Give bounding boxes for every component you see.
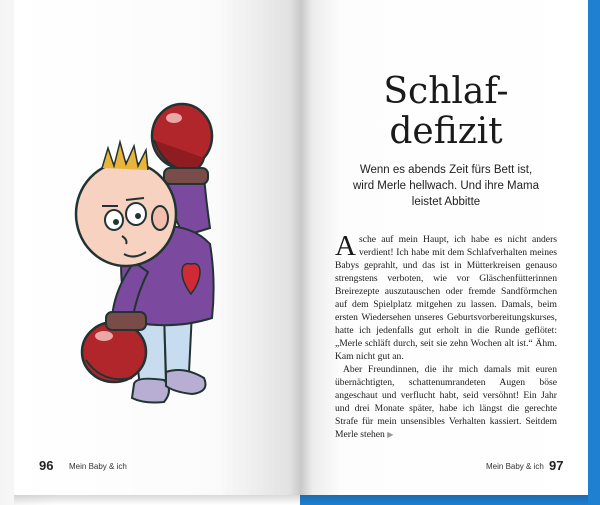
title-line-1: Schlaf-	[383, 71, 509, 112]
subtitle-line-1: Wenn es abends Zeit fürs Bett ist,	[359, 164, 533, 176]
boxing-baby-illustration	[14, 0, 301, 495]
paragraph-1-text: sche auf mein Haupt, ich habe es nicht anders verdient! Ich habe mit dem Schlafverhalten meines Babys geprahlt, und das ist in Mütterkreisen genauso strengstens verboten, wie vor Gläschenfütterinnen Breirezepte auszutauschen oder fremde Sandförmchen auf dem Spielplatz mitgehen zu lassen. Damals, beim ersten Wiedersehen unseres Geburtsvorbereitungskurses, hatte ich jedenfalls gut erholt in die Runde geflötet: „Merle schläft durch, seit sie zehn Wochen alt ist.“ Ähm. Kam nicht gut an.	[335, 234, 557, 362]
running-title-left: Mein Baby & ich	[69, 462, 127, 471]
triangle-right-icon: ▶	[387, 430, 394, 439]
left-page	[14, 0, 301, 495]
subtitle-line-2: wird Merle hellwach. Und ihre Mama	[353, 180, 539, 192]
page-number-right: 97	[549, 458, 564, 473]
article-subtitle	[321, 162, 571, 210]
paragraph-2-text: Aber Freundinnen, die ihr mich damals mit euren übernächtigten, schattenumrandeten Augen böse angeschaut und verflucht habt, seid versöhnt! Ein Jahr und drei Monate später, habe ich längst die gerechte Strafe für mein unsensibles Verhalten kassiert. Seitdem Merle stehen	[335, 364, 557, 440]
article-title	[321, 72, 571, 152]
running-title-right: Mein Baby & ich	[486, 462, 544, 471]
page-number-left: 96	[39, 458, 54, 473]
right-page	[301, 0, 588, 495]
paragraph-2	[335, 363, 557, 441]
title-line-2: defizit	[389, 111, 503, 152]
open-book	[14, 0, 588, 495]
subtitle-line-3: leistet Abbitte	[411, 196, 481, 208]
book-shadow	[14, 495, 588, 505]
drop-cap: A	[335, 230, 356, 262]
article-body	[335, 230, 557, 441]
paragraph-1	[335, 230, 557, 363]
